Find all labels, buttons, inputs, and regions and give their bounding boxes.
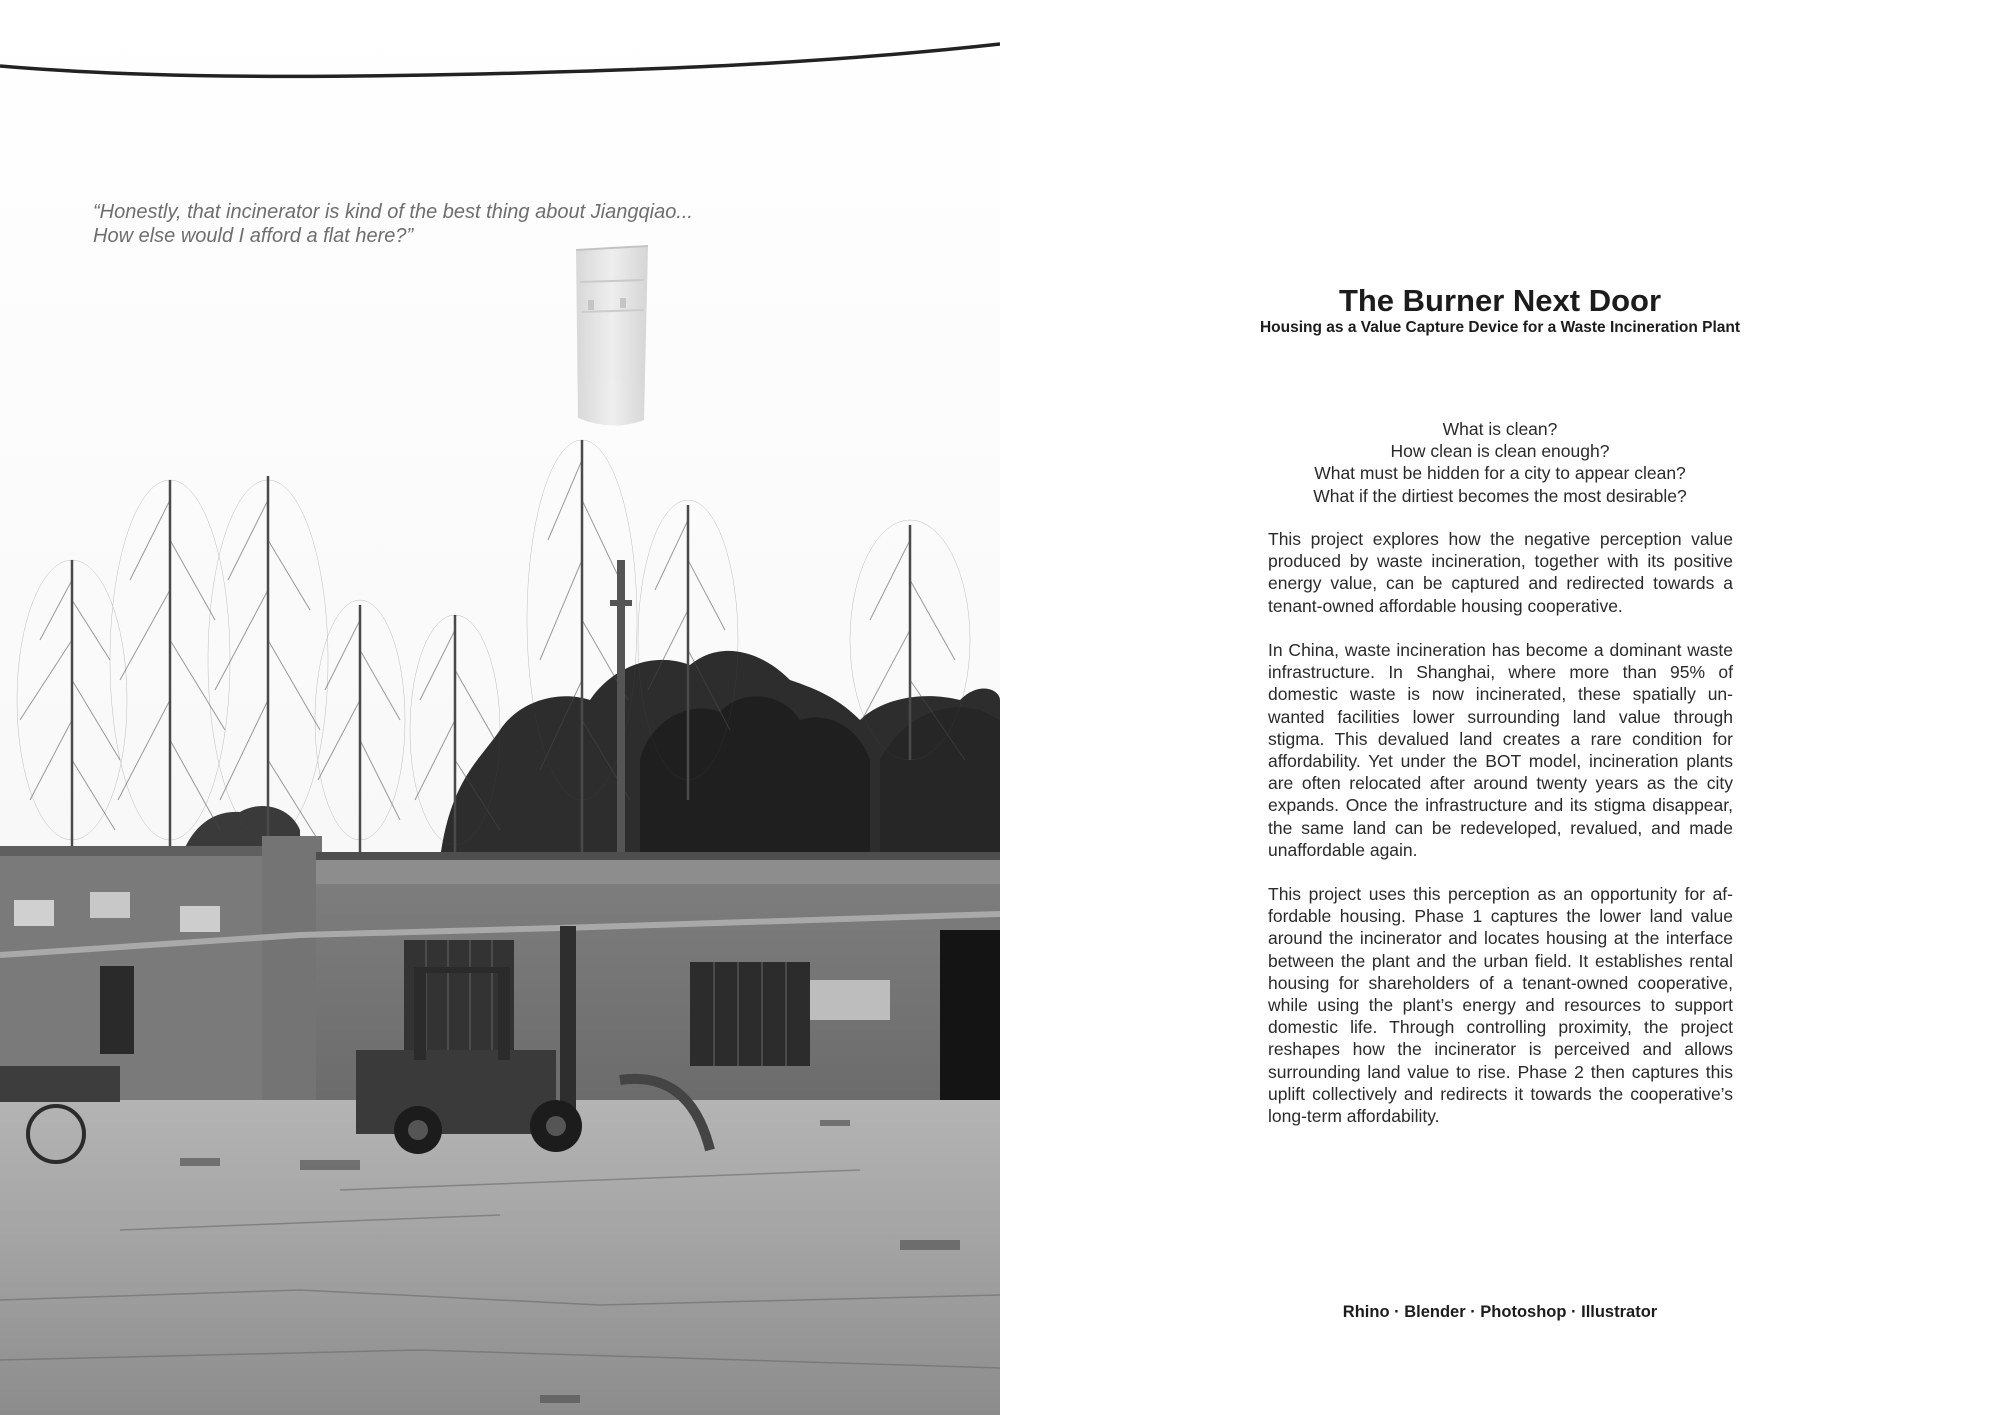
right-page (1000, 0, 2000, 1415)
question-list (1267, 418, 1733, 507)
chimney (576, 246, 648, 426)
quote-line: How else would I afford a flat here?” (93, 225, 414, 247)
question-line: What is clean? (1442, 419, 1558, 439)
paragraph-context: In China, waste incineration has become a dominant waste infrastructure. In Shanghai, where more than 95% of domestic waste is now incinerated, these spatially unwanted facilities lower surrounding land value through stigma. This devalued land creates a rare condition for affordability. Yet under the BOT model, incineration plants are often relocated after around twenty years as the city expands. Once the infrastructure and its stigma disappear, the same land can be redeveloped, revalued, and made unaffordable again. (1268, 640, 1733, 860)
quote-line: “Honestly, that incinerator is kind of the best thing about Jiangqiao... (93, 201, 693, 223)
question-line: What if the dirtiest becomes the most desirable? (1313, 485, 1687, 506)
question-line: How clean is clean enough? (1390, 441, 1610, 462)
testimonial-quote (93, 200, 793, 248)
software-tools: Rhino · Blender · Photoshop · Illustrator (1342, 1303, 1658, 1321)
project-subtitle: Housing as a Value Capture Device for a Waste Incineration Plant (1259, 319, 1741, 336)
ground (0, 1100, 1000, 1415)
paragraph-proposal: This project uses this perception as an opportunity for affordable housing. Phase 1 captures the lower land value around the incinerator and locates housing at the interface between the plant and the urban field. It establishes rental housing for shareholders of a tenant-owned cooperative, while using the plant’s energy and resources to support domestic life. Through controlling proximity, the project reshapes how the incinerator is perceived and allows surrounding land value to rise. Phase 2 then captures this uplift collectively and redirects it towards the cooperative’s long-term affordability. (1268, 884, 1733, 1127)
project-title: The Burner Next Door (1338, 283, 1662, 318)
question-line: What must be hidden for a city to appear clean? (1314, 463, 1686, 484)
paragraph-intro: This project explores how the negative perception value produced by waste incineration, together with its positive energy value, can be captured and redirected towards a tenant-owned affordable housing cooperative. (1268, 529, 1733, 616)
